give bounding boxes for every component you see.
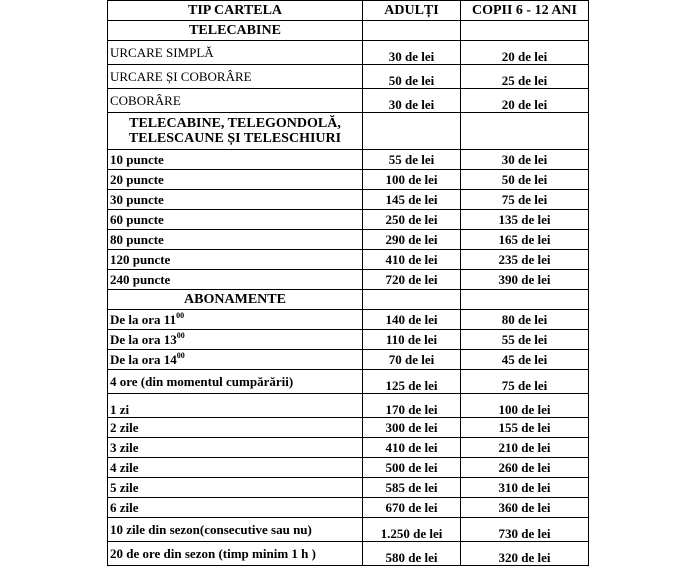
header-child: COPII 6 - 12 ANI	[461, 1, 589, 21]
row-type: 30 puncte	[108, 190, 363, 210]
section-telecabine: TELECABINE	[108, 21, 363, 41]
row-type: 20 de ore din sezon (timp minim 1 h )	[108, 542, 363, 566]
row-adult: 300 de lei	[363, 418, 461, 438]
table-row	[108, 542, 589, 566]
row-adult: 1.250 de lei	[363, 518, 461, 542]
row-child: 165 de lei	[461, 230, 589, 250]
row-child: 80 de lei	[461, 310, 589, 330]
row-type: COBORÂRE	[108, 89, 363, 113]
row-type: 4 ore (din momentul cumpărării)	[108, 370, 363, 394]
section-abonamente: ABONAMENTE	[108, 290, 363, 310]
section-row	[108, 113, 589, 150]
table-row	[108, 458, 589, 478]
row-type: 20 puncte	[108, 170, 363, 190]
header-type: TIP CARTELA	[108, 1, 363, 21]
row-type: 80 puncte	[108, 230, 363, 250]
row-type: 10 puncte	[108, 150, 363, 170]
row-child: 390 de lei	[461, 270, 589, 290]
table-row	[108, 478, 589, 498]
row-adult: 250 de lei	[363, 210, 461, 230]
table-row	[108, 438, 589, 458]
table-row	[108, 230, 589, 250]
row-adult: 170 de lei	[363, 394, 461, 418]
row-adult: 100 de lei	[363, 170, 461, 190]
row-type: URCARE SIMPLĂ	[108, 41, 363, 65]
row-type: 5 zile	[108, 478, 363, 498]
table-row	[108, 190, 589, 210]
row-type: 1 zi	[108, 394, 363, 418]
table-row	[108, 418, 589, 438]
row-type-text: De la ora 13	[110, 332, 177, 347]
row-adult: 410 de lei	[363, 438, 461, 458]
table-row	[108, 250, 589, 270]
row-type-sup: 00	[176, 350, 185, 360]
row-adult: 30 de lei	[363, 41, 461, 65]
row-type: 120 puncte	[108, 250, 363, 270]
row-type: URCARE ȘI COBORÂRE	[108, 65, 363, 89]
row-adult: 500 de lei	[363, 458, 461, 478]
row-type-sup: 00	[176, 330, 185, 340]
row-child: 50 de lei	[461, 170, 589, 190]
row-type	[108, 330, 363, 350]
table-row	[108, 150, 589, 170]
row-type: 2 zile	[108, 418, 363, 438]
section-row	[108, 290, 589, 310]
section-row	[108, 21, 589, 41]
row-child: 20 de lei	[461, 89, 589, 113]
table-row	[108, 350, 589, 370]
row-child: 210 de lei	[461, 438, 589, 458]
row-adult: 585 de lei	[363, 478, 461, 498]
row-child: 360 de lei	[461, 498, 589, 518]
row-adult: 55 de lei	[363, 150, 461, 170]
table-row	[108, 498, 589, 518]
table-row	[108, 370, 589, 394]
row-child: 25 de lei	[461, 65, 589, 89]
row-type	[108, 310, 363, 330]
row-adult: 30 de lei	[363, 89, 461, 113]
table-row	[108, 89, 589, 113]
table-row	[108, 330, 589, 350]
row-type: 6 zile	[108, 498, 363, 518]
row-adult: 720 de lei	[363, 270, 461, 290]
row-adult: 580 de lei	[363, 542, 461, 566]
row-child: 155 de lei	[461, 418, 589, 438]
table-row	[108, 41, 589, 65]
row-child: 75 de lei	[461, 190, 589, 210]
row-child: 45 de lei	[461, 350, 589, 370]
row-adult: 70 de lei	[363, 350, 461, 370]
row-type: 240 puncte	[108, 270, 363, 290]
row-child: 135 de lei	[461, 210, 589, 230]
row-adult: 145 de lei	[363, 190, 461, 210]
row-child: 20 de lei	[461, 41, 589, 65]
row-type: 60 puncte	[108, 210, 363, 230]
row-adult: 140 de lei	[363, 310, 461, 330]
table-row	[108, 210, 589, 230]
row-child: 30 de lei	[461, 150, 589, 170]
table-row	[108, 170, 589, 190]
row-adult: 50 de lei	[363, 65, 461, 89]
header-row	[108, 1, 589, 21]
row-child: 320 de lei	[461, 542, 589, 566]
row-adult: 125 de lei	[363, 370, 461, 394]
row-child: 260 de lei	[461, 458, 589, 478]
price-table	[107, 0, 589, 566]
table-row	[108, 394, 589, 418]
row-child: 310 de lei	[461, 478, 589, 498]
row-child: 75 de lei	[461, 370, 589, 394]
row-type-text: De la ora 14	[110, 352, 177, 367]
row-child: 55 de lei	[461, 330, 589, 350]
section-puncte: TELECABINE, TELEGONDOLĂ, TELESCAUNE ȘI TELESCHIURI	[108, 113, 363, 150]
table-row	[108, 518, 589, 542]
row-adult: 290 de lei	[363, 230, 461, 250]
row-type: 3 zile	[108, 438, 363, 458]
row-child: 100 de lei	[461, 394, 589, 418]
row-type-text: De la ora 11	[110, 312, 177, 327]
row-adult: 670 de lei	[363, 498, 461, 518]
table-row	[108, 270, 589, 290]
row-type	[108, 350, 363, 370]
row-type-sup: 00	[176, 310, 185, 320]
header-adult: ADULȚI	[363, 1, 461, 21]
row-adult: 410 de lei	[363, 250, 461, 270]
row-child: 730 de lei	[461, 518, 589, 542]
row-type: 4 zile	[108, 458, 363, 478]
table-row	[108, 65, 589, 89]
row-type: 10 zile din sezon(consecutive sau nu)	[108, 518, 363, 542]
row-adult: 110 de lei	[363, 330, 461, 350]
row-child: 235 de lei	[461, 250, 589, 270]
table-row	[108, 310, 589, 330]
